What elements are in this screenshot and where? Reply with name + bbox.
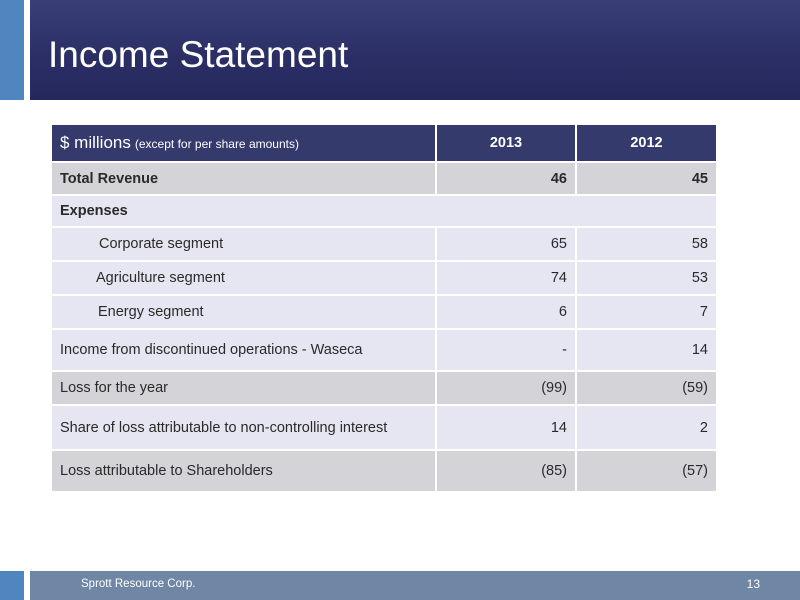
value-2012: 58 — [576, 227, 717, 261]
row-label: Income from discontinued operations - Waseca — [51, 329, 436, 371]
row-label: Corporate segment — [51, 227, 436, 261]
page-title: Income Statement — [48, 34, 349, 75]
row-label: Total Revenue — [51, 162, 436, 195]
value-2012: (59) — [576, 371, 717, 405]
value-2012: 7 — [576, 295, 717, 329]
value-2012: 2 — [576, 405, 717, 450]
table-row — [51, 295, 717, 329]
value-2012: 53 — [576, 261, 717, 295]
table-row — [51, 405, 717, 450]
page-number: 13 — [746, 577, 760, 591]
table-row — [51, 371, 717, 405]
value-2012: 14 — [576, 329, 717, 371]
table-row — [51, 261, 717, 295]
row-label: Agriculture segment — [51, 261, 436, 295]
units-note: (except for per share amounts) — [134, 137, 299, 151]
value-2013: 74 — [436, 261, 576, 295]
table-row — [51, 162, 717, 195]
value-2012: (57) — [576, 450, 717, 492]
footer-accent-bar — [0, 571, 24, 600]
table-header-row — [51, 124, 717, 162]
row-label: Share of loss attributable to non-controlling interest — [51, 405, 436, 450]
table-row — [51, 329, 717, 371]
income-statement-table — [50, 123, 718, 493]
value-2013: 46 — [436, 162, 576, 195]
value-2013: 6 — [436, 295, 576, 329]
units-label: $ millions — [60, 133, 131, 152]
units-header — [51, 124, 436, 162]
row-label: Energy segment — [51, 295, 436, 329]
value-2013: (99) — [436, 371, 576, 405]
header-accent-bar — [0, 0, 24, 100]
table-row — [51, 195, 717, 227]
value-2013: 14 — [436, 405, 576, 450]
row-label: Loss for the year — [51, 371, 436, 405]
value-2013: - — [436, 329, 576, 371]
value-2013: (85) — [436, 450, 576, 492]
value-2012: 45 — [576, 162, 717, 195]
table-row — [51, 450, 717, 492]
value-2013: 65 — [436, 227, 576, 261]
table-row — [51, 227, 717, 261]
footer-company: Sprott Resource Corp. — [81, 578, 196, 590]
row-label: Expenses — [51, 195, 717, 227]
column-header-2012: 2012 — [576, 124, 717, 162]
column-header-2013: 2013 — [436, 124, 576, 162]
row-label: Loss attributable to Shareholders — [51, 450, 436, 492]
